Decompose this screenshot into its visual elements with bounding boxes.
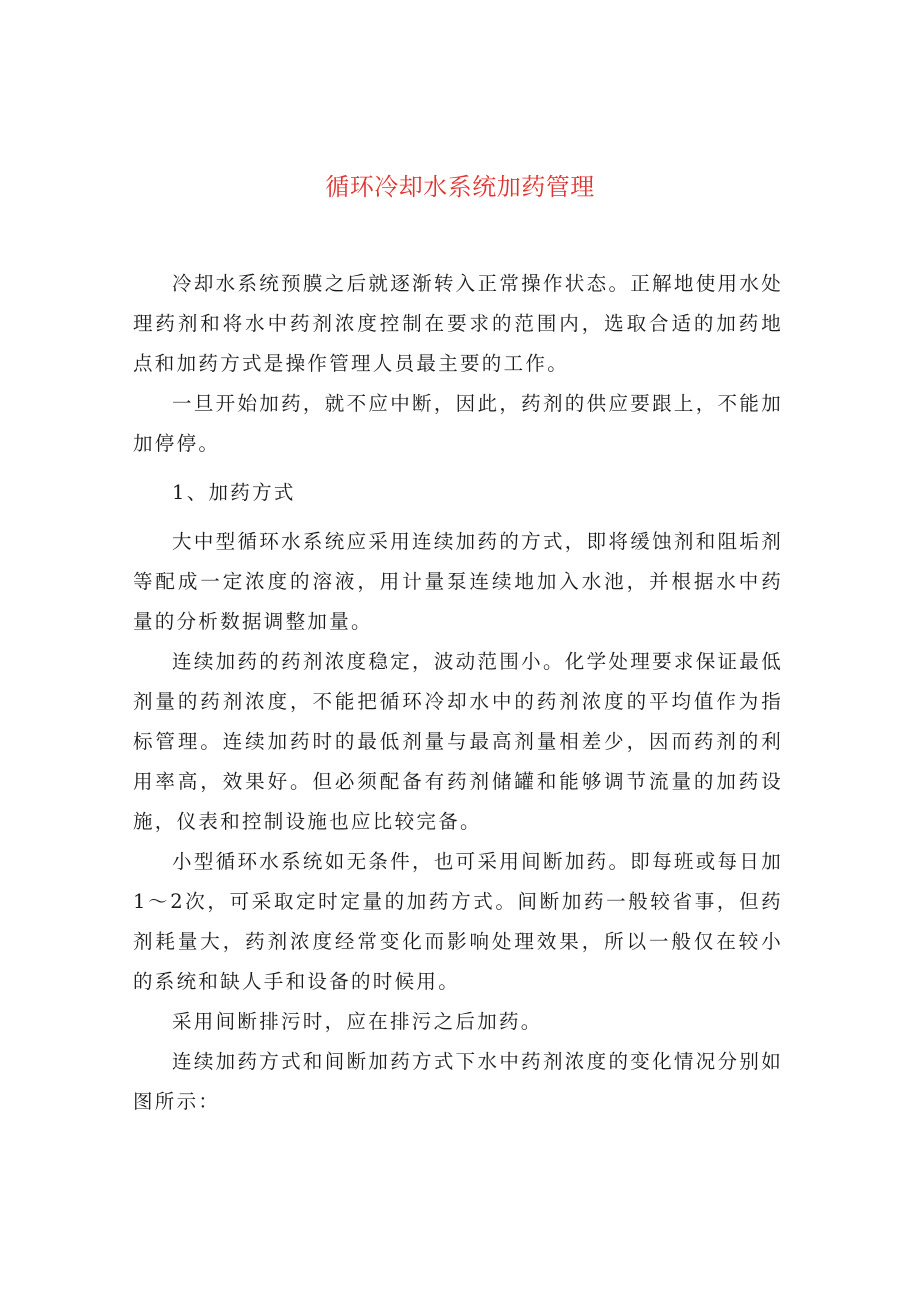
section-heading-dosing-method: 1、加药方式 [172,481,296,504]
paragraph-intermittent-dosing: 小型循环水系统如无条件，也可采用间断加药。即每班或每日加1～2次，可采取定时定量的加药方式。间断加药一般较省事，但药剂耗量大，药剂浓度经常变化而影响处理效果，所以一般仅在较小的系统和缺人手和设备的时候用。 [133,850,783,993]
paragraph-continuous-dosing: 大中型循环水系统应采用连续加药的方式，即将缓蚀剂和阻垢剂等配成一定浓度的溶液，用计量泵连续地加入水池，并根据水中药量的分析数据调整加量。 [133,530,783,633]
paragraph-intro: 冷却水系统预膜之后就逐渐转入正常操作状态。正解地使用水处理药剂和将水中药剂浓度控制在要求的范围内，选取合适的加药地点和加药方式是操作管理人员最主要的工作。 [133,272,783,375]
document-title: 循环冷却水系统加药管理 [325,173,595,201]
document-body [133,264,783,1122]
paragraph-continuity: 一旦开始加药，就不应中断，因此，药剂的供应要跟上，不能加加停停。 [133,392,783,455]
paragraph-continuous-advantages: 连续加药的药剂浓度稳定，波动范围小。化学处理要求保证最低剂量的药剂浓度，不能把循环冷却水中的药剂浓度的平均值作为指标管理。连续加药时的最低剂量与最高剂量相差少，因而药剂的利用率高，效果好。但必须配备有药剂储罐和能够调节流量的加药设施，仪表和控制设施也应比较完备。 [133,650,783,833]
paragraph-figure-reference: 连续加药方式和间断加药方式下水中药剂浓度的变化情况分别如图所示： [133,1050,783,1113]
paragraph-blowdown: 采用间断排污时，应在排污之后加药。 [172,1010,543,1033]
